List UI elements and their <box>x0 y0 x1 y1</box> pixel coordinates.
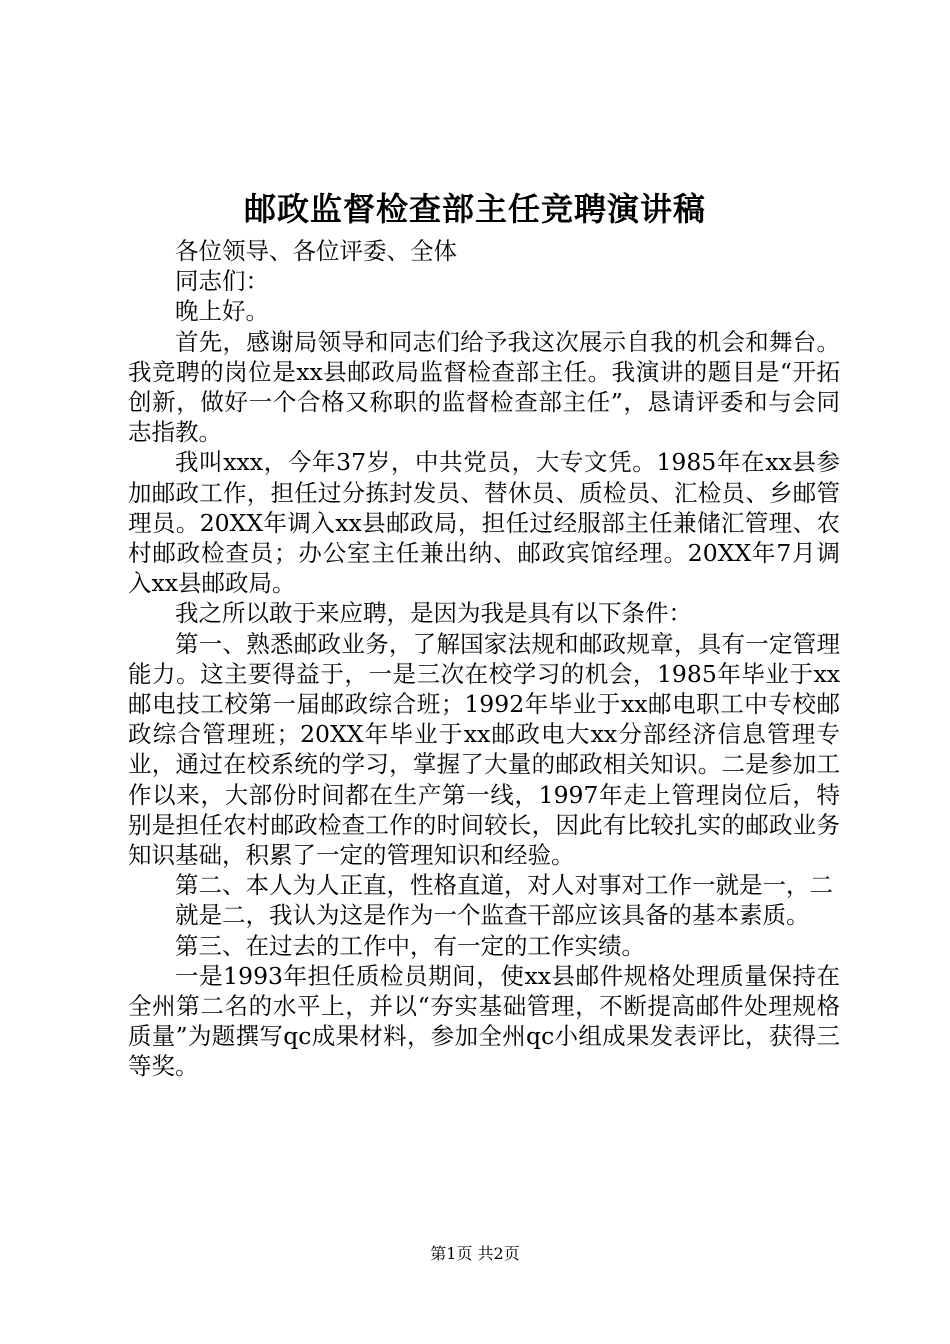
paragraph-self-intro: 我叫xxx，今年37岁，中共党员，大专文凭。1985年在xx县参加邮政工作，担任过分拣封发员、替休员、质检员、汇检员、乡邮管理员。20XX年调入xx县邮政局，担任过经服部主任兼储汇管理、农村邮政检查员；办公室主任兼出纳、邮政宾馆经理。20XX年7月调入xx县邮政局。 <box>128 448 840 598</box>
page-number-footer: 第1页 共2页 <box>430 1244 520 1263</box>
document-title: 邮政监督检查部主任竞聘演讲稿 <box>243 190 706 228</box>
paragraph-achievement-1: 一是1993年担任质检员期间，使xx县邮件规格处理质量保持在全州第二名的水平上，并以“夯实基础管理，不断提高邮件处理规格质量”为题撰写qc成果材料，参加全州qc小组成果发表评比，获得三等奖。 <box>128 961 840 1081</box>
paragraph-salutation-cont: 同志们： <box>175 267 269 296</box>
paragraph-intro: 首先，感谢局领导和同志们给予我这次展示自我的机会和舞台。我竞聘的岗位是xx县邮政局监督检查部主任。我演讲的题目是“开拓创新，做好一个合格又称职的监督检查部主任”，恳请评委和与会同志指教。 <box>128 327 840 447</box>
paragraph-conditions-lead: 我之所以敢于来应聘，是因为我是具有以下条件： <box>175 599 692 628</box>
paragraph-condition-2-cont: 就是二，我认为这是作为一个监查干部应该具备的基本素质。 <box>175 901 810 930</box>
paragraph-condition-1: 第一、熟悉邮政业务，了解国家法规和邮政规章，具有一定管理能力。这主要得益于，一是三次在校学习的机会，1985年毕业于xx邮电技工校第一届邮政综合班；1992年毕业于xx邮电职工中专校邮政综合管理班；20XX年毕业于xx邮政电大xx分部经济信息管理专业，通过在校系统的学习，掌握了大量的邮政相关知识。二是参加工作以来，大部份时间都在生产第一线，1997年走上管理岗位后，特别是担任农村邮政检查工作的时间较长，因此有比较扎实的邮政业务知识基础，积累了一定的管理知识和经验。 <box>128 629 840 870</box>
paragraph-greeting: 晚上好。 <box>175 297 269 326</box>
paragraph-condition-2: 第二、本人为人正直，性格直道，对人对事对工作一就是一，二 <box>175 871 833 900</box>
document-body <box>128 236 840 1082</box>
paragraph-condition-3: 第三、在过去的工作中，有一定的工作实绩。 <box>175 931 645 960</box>
paragraph-salutation: 各位领导、各位评委、全体 <box>175 237 457 265</box>
